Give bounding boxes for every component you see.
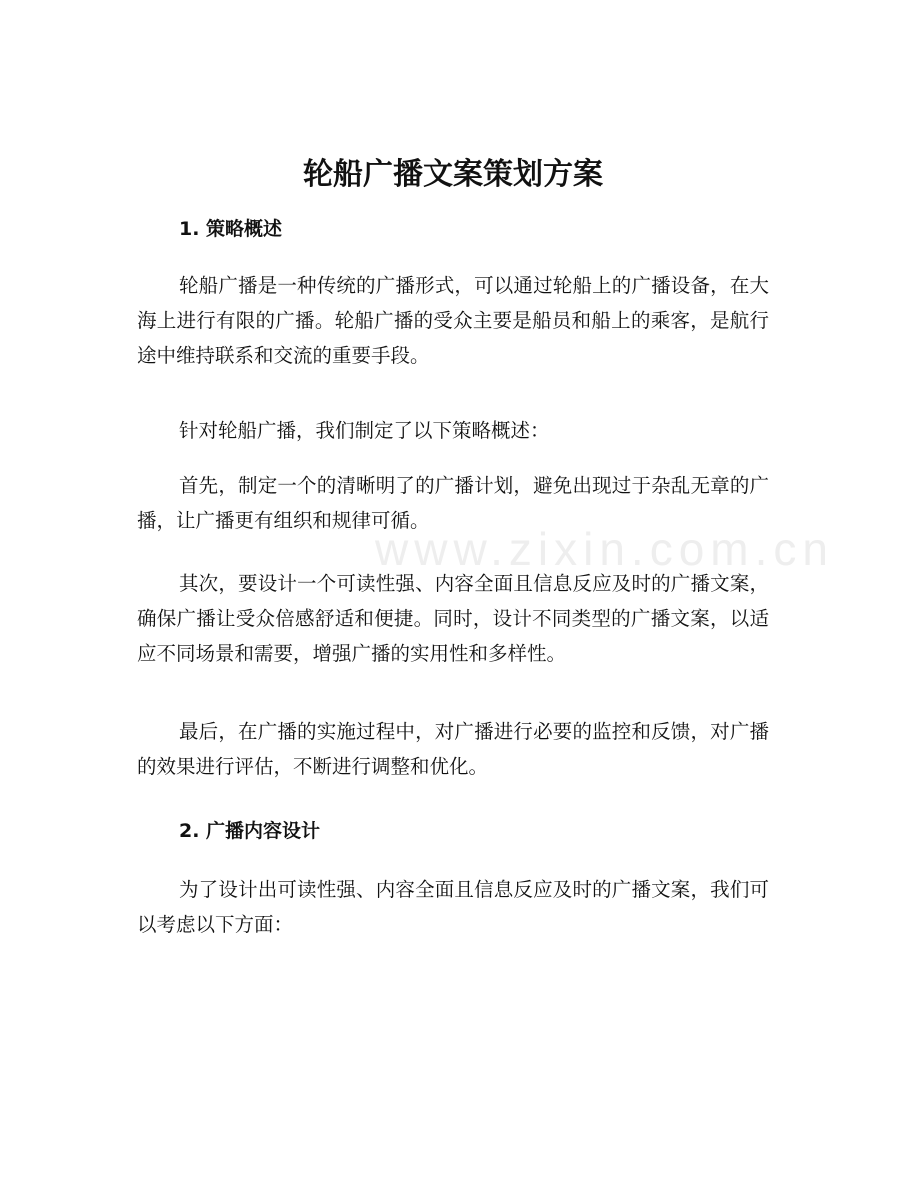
- document-title: 轮船广播文案策划方案: [303, 157, 603, 192]
- paragraph: 针对轮船广播，我们制定了以下策略概述：: [179, 419, 550, 442]
- watermark: www.zixin.com.cn: [375, 523, 834, 575]
- paragraph: 最后，在广播的实施过程中，对广播进行必要的监控和反馈，对广播的效果进行评估，不断进行调整和优化。: [137, 720, 769, 778]
- section-heading-content-design: 2. 广播内容设计: [179, 820, 321, 842]
- paragraph: 轮船广播是一种传统的广播形式，可以通过轮船上的广播设备，在大海上进行有限的广播。轮船广播的受众主要是船员和船上的乘客，是航行途中维持联系和交流的重要手段。: [137, 274, 769, 367]
- section-heading-strategy: 1. 策略概述: [179, 218, 283, 240]
- paragraph: 其次，要设计一个可读性强、内容全面且信息反应及时的广播文案，确保广播让受众倍感舒适和便捷。同时，设计不同类型的广播文案，以适应不同场景和需要，增强广播的实用性和多样性。: [137, 572, 769, 665]
- paragraph: 为了设计出可读性强、内容全面且信息反应及时的广播文案，我们可以考虑以下方面：: [137, 878, 769, 936]
- paragraph: 首先，制定一个的清晰明了的广播计划，避免出现过于杂乱无章的广播，让广播更有组织和规律可循。: [137, 474, 769, 532]
